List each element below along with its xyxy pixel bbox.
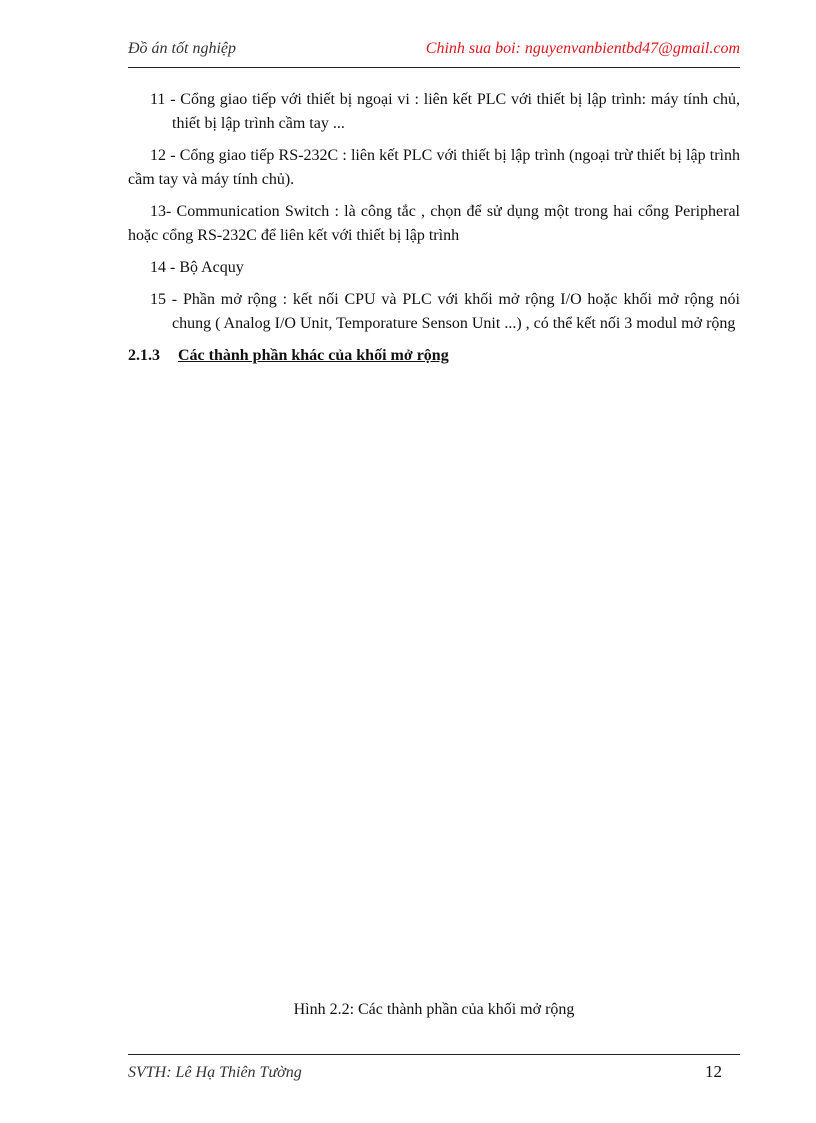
- list-item-13: 13- Communication Switch : là công tắc , chọn để sử dụng một trong hai cổng Peripheral hoặc cổng RS-232C để liên kết với thiết bị lập trình: [128, 203, 740, 244]
- list-item-11: 11 - Cổng giao tiếp với thiết bị ngoại vi : liên kết PLC với thiết bị lập trình: máy tính chủ, thiết bị lập trình cầm tay ...: [150, 91, 740, 132]
- page-content: [128, 88, 740, 368]
- section-number: 2.1.3: [128, 347, 160, 364]
- list-item-15: 15 - Phần mở rộng : kết nối CPU và PLC với khối mở rộng I/O hoặc khối mở rộng nói chung ( Analog I/O Unit, Temporature Senson Unit ...) , có thể kết nối 3 modul mở rộng: [150, 291, 740, 332]
- page-number: 12: [705, 1062, 722, 1081]
- editor-credit: Chinh sua boi: nguyenvanbientbd47@gmail.com: [425, 40, 740, 57]
- author-credit: SVTH: Lê Hạ Thiên Tường: [128, 1064, 302, 1081]
- list-item-12: 12 - Cổng giao tiếp RS-232C : liên kết PLC với thiết bị lập trình (ngoại trừ thiết bị lập trình cầm tay và máy tính chủ).: [128, 147, 740, 188]
- section-heading: [128, 344, 740, 368]
- page-header: [128, 40, 740, 64]
- footer-divider: [128, 1054, 740, 1055]
- document-title: Đồ án tốt nghiệp: [128, 40, 236, 57]
- list-item-14: 14 - Bộ Acquy: [150, 259, 244, 276]
- header-divider: [128, 67, 740, 68]
- figure-caption: Hình 2.2: Các thành phần của khối mở rộng: [293, 1001, 575, 1018]
- section-title: Các thành phần khác của khối mở rộng: [178, 347, 449, 364]
